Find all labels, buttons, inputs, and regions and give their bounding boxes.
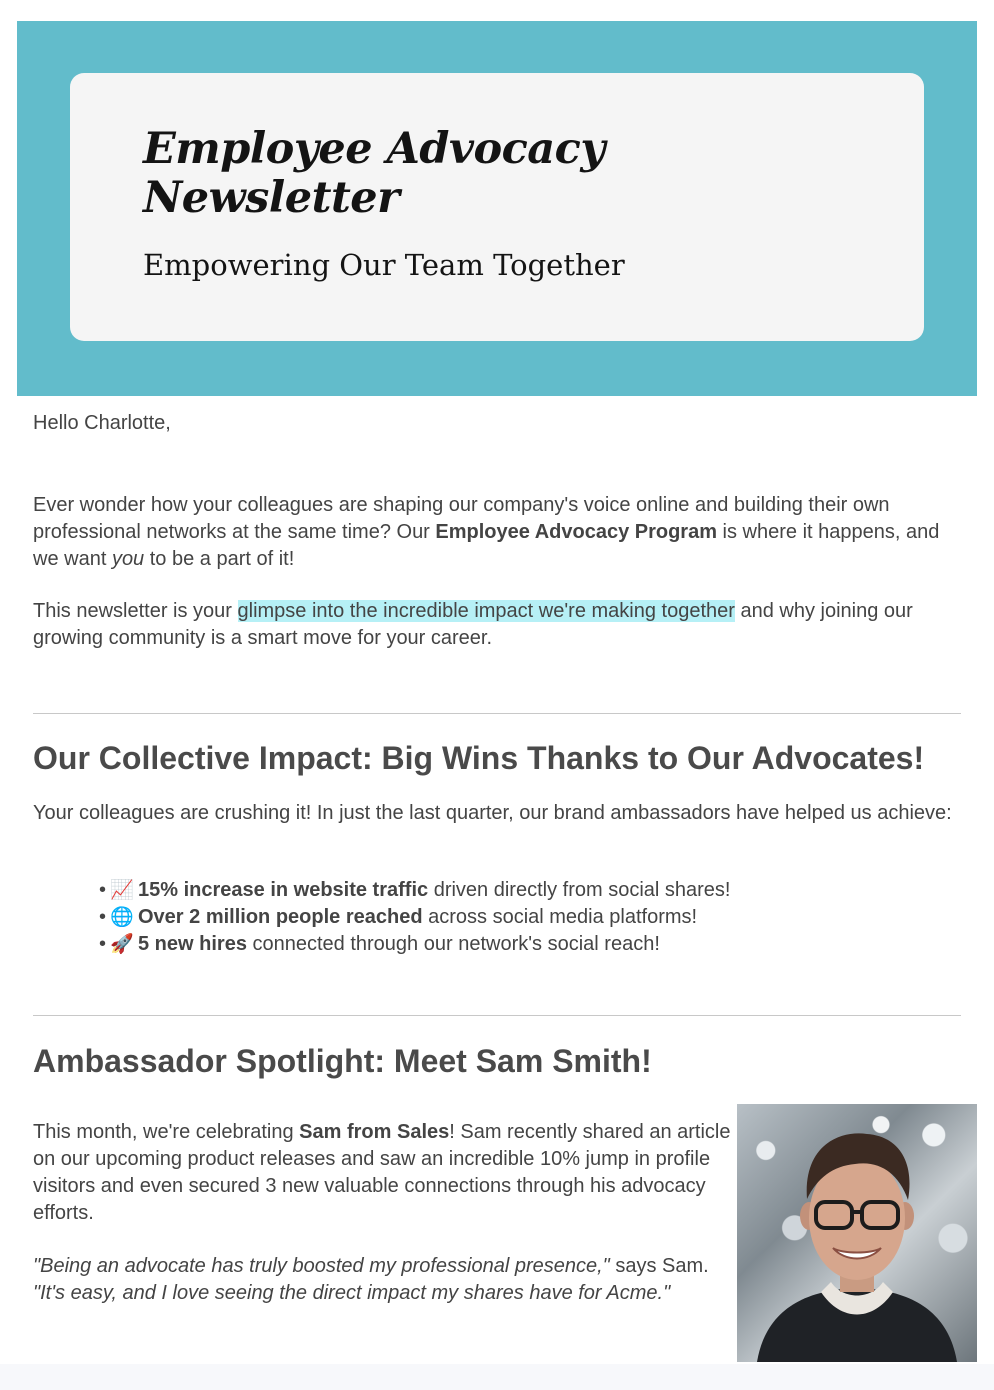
emphasis-you: you xyxy=(111,548,145,570)
impact-paragraph: Your colleagues are crushing it! In just the last quarter, our brand ambassadors have helped us achieve: xyxy=(33,802,952,824)
newsletter-title: Employee Advocacy Newsletter xyxy=(143,124,605,223)
portrait-illustration xyxy=(737,1104,977,1362)
bullet-icon: • xyxy=(99,879,107,901)
glimpse-paragraph xyxy=(33,598,968,652)
spotlight-text-start: This month, we're celebrating xyxy=(33,1121,300,1143)
list-item-highlight: 5 new hires xyxy=(138,933,247,955)
chart-increasing-icon: 📈 xyxy=(110,879,134,901)
bullet-icon: • xyxy=(99,906,107,928)
spotlight-text-end: ! Sam recently shared an article on our upcoming product releases and saw an incredible 10% jump in profile visitors and even secured 3 new valuable connections through his advocacy efforts. xyxy=(33,1121,731,1224)
list-item-text: across social media platforms! xyxy=(422,906,698,928)
globe-icon: 🌐 xyxy=(110,906,134,928)
bullet-icon: • xyxy=(99,933,107,955)
quote-part-one: "Being an advocate has truly boosted my professional presence," xyxy=(33,1255,610,1277)
spotlight-paragraph xyxy=(33,1119,733,1227)
list-item xyxy=(99,877,950,904)
highlighted-text: glimpse into the incredible impact we're making together xyxy=(237,600,735,622)
footer-band xyxy=(0,1364,994,1390)
glimpse-text-start: This newsletter is your xyxy=(33,600,238,622)
intro-text-end: to be a part of it! xyxy=(144,548,295,570)
intro-text-start: Ever wonder how your colleagues are shaping our company's voice online and building their own professional networks at the same time? Our xyxy=(33,494,890,543)
quote-part-two: "It's easy, and I love seeing the direct impact my shares have for Acme." xyxy=(33,1282,671,1304)
list-item-highlight: Over 2 million people reached xyxy=(138,906,423,928)
list-item-text: connected through our network's social reach! xyxy=(246,933,660,955)
intro-text-middle: is where it happens, and we want xyxy=(33,521,940,570)
quote-attribution: says Sam. xyxy=(609,1255,709,1277)
testimonial-quote xyxy=(33,1253,733,1307)
rocket-icon: 🚀 xyxy=(110,933,134,955)
section-divider xyxy=(33,713,961,714)
newsletter-subtitle: Empowering Our Team Together xyxy=(143,248,625,282)
ambassador-photo xyxy=(737,1104,977,1362)
program-name: Employee Advocacy Program xyxy=(435,521,717,543)
spotlight-heading: Ambassador Spotlight: Meet Sam Smith! xyxy=(33,1043,652,1079)
ambassador-name: Sam from Sales xyxy=(299,1121,450,1143)
newsletter-header xyxy=(17,21,977,396)
list-item xyxy=(99,904,950,931)
greeting: Hello Charlotte, xyxy=(33,412,171,434)
intro-paragraph xyxy=(33,492,968,573)
list-item-text: driven directly from social shares! xyxy=(428,879,731,901)
impact-list xyxy=(99,877,950,958)
impact-heading: Our Collective Impact: Big Wins Thanks to Our Advocates! xyxy=(33,740,925,776)
section-divider xyxy=(33,1015,961,1016)
glimpse-text-end: and why joining our growing community is a smart move for your career. xyxy=(33,600,913,649)
list-item xyxy=(99,931,950,958)
list-item-highlight: 15% increase in website traffic xyxy=(138,879,429,901)
header-card xyxy=(70,73,924,341)
